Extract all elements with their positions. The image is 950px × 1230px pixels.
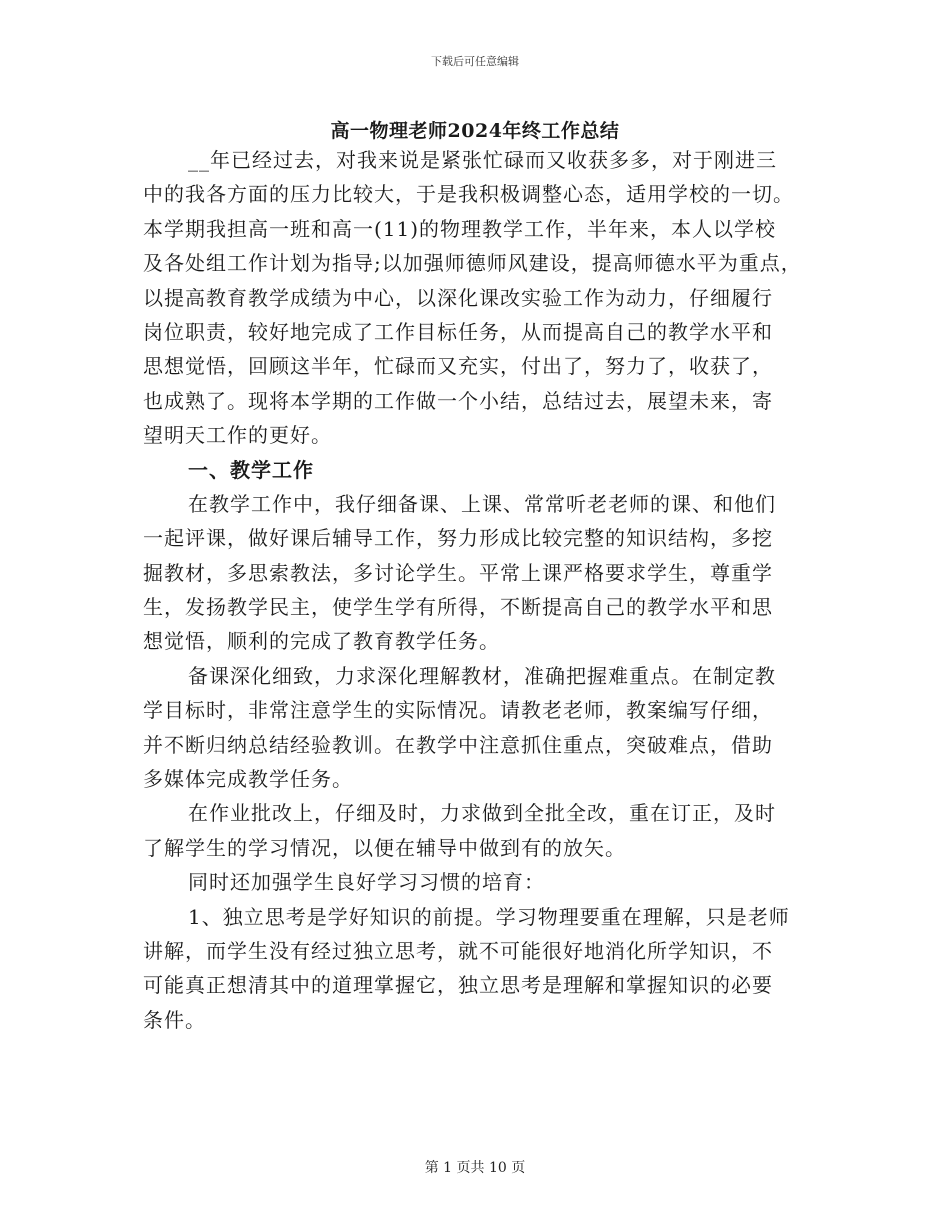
paragraph-line: 可能真正想清其中的道理掌握它，独立思考是理解和掌握知识的必要 xyxy=(143,973,773,998)
header-note: 下载后可任意编辑 xyxy=(431,55,519,68)
paragraph-line: __年已经过去，对我来说是紧张忙碌而又收获多多，对于刚进三 xyxy=(188,148,777,172)
paragraph-line: 多媒体完成教学任务。 xyxy=(143,767,353,792)
paragraph-line: 思想觉悟，回顾这半年，忙碌而又充实，付出了，努力了，收获了， xyxy=(143,354,773,379)
paragraph-line: 生，发扬教学民主，使学生学有所得，不断提高自己的教学水平和思 xyxy=(143,595,773,620)
paragraph-line: 了解学生的学习情况，以便在辅导中做到有的放矢。 xyxy=(143,835,626,860)
paragraph-line: 及各处组工作计划为指导;以加强师德师风建设，提高师德水平为重点， xyxy=(143,251,802,276)
paragraph-line: 并不断归纳总结经验教训。在教学中注意抓住重点，突破难点，借助 xyxy=(143,732,773,757)
paragraph-line: 同时还加强学生良好学习习惯的培育： xyxy=(188,870,545,895)
document-body xyxy=(143,143,823,1037)
page-number-footer: 第 1 页共 10 页 xyxy=(424,1160,526,1176)
paragraph-line: 学目标时，非常注意学生的实际情况。请教老老师，教案编写仔细， xyxy=(143,698,773,723)
section-heading: 一、教学工作 xyxy=(188,457,314,482)
paragraph-line: 一起评课，做好课后辅导工作，努力形成比较完整的知识结构，多挖 xyxy=(143,526,773,551)
paragraph-line: 在教学工作中，我仔细备课、上课、常常听老老师的课、和他们 xyxy=(188,491,776,516)
paragraph-line: 本学期我担高一班和高一(11)的物理教学工作，半年来，本人以学校 xyxy=(143,216,777,241)
document-title: 高一物理老师2024年终工作总结 xyxy=(330,120,620,142)
paragraph-line: 1、独立思考是学好知识的前提。学习物理要重在理解，只是老师 xyxy=(188,904,790,929)
paragraph-line: 中的我各方面的压力比较大，于是我积极调整心态，适用学校的一切。 xyxy=(143,182,794,207)
paragraph-line: 掘教材，多思索教法，多讨论学生。平常上课严格要求学生，尊重学 xyxy=(143,560,773,585)
paragraph-line: 以提高教育教学成绩为中心，以深化课改实验工作为动力，仔细履行 xyxy=(143,285,773,310)
paragraph-line: 岗位职责，较好地完成了工作目标任务，从而提高自己的教学水平和 xyxy=(143,319,773,344)
paragraph-line: 条件。 xyxy=(143,1007,206,1032)
paragraph-line: 想觉悟，顺利的完成了教育教学任务。 xyxy=(143,629,500,654)
paragraph-line: 备课深化细致，力求深化理解教材，准确把握难重点。在制定教 xyxy=(188,663,776,688)
paragraph-line: 讲解，而学生没有经过独立思考，就不可能很好地消化所学知识，不 xyxy=(143,938,773,963)
paragraph-line: 也成熟了。现将本学期的工作做一个小结，总结过去，展望未来，寄 xyxy=(143,388,773,413)
paragraph-line: 在作业批改上，仔细及时，力求做到全批全改，重在订正，及时 xyxy=(188,801,776,826)
paragraph-line: 望明天工作的更好。 xyxy=(143,423,332,448)
